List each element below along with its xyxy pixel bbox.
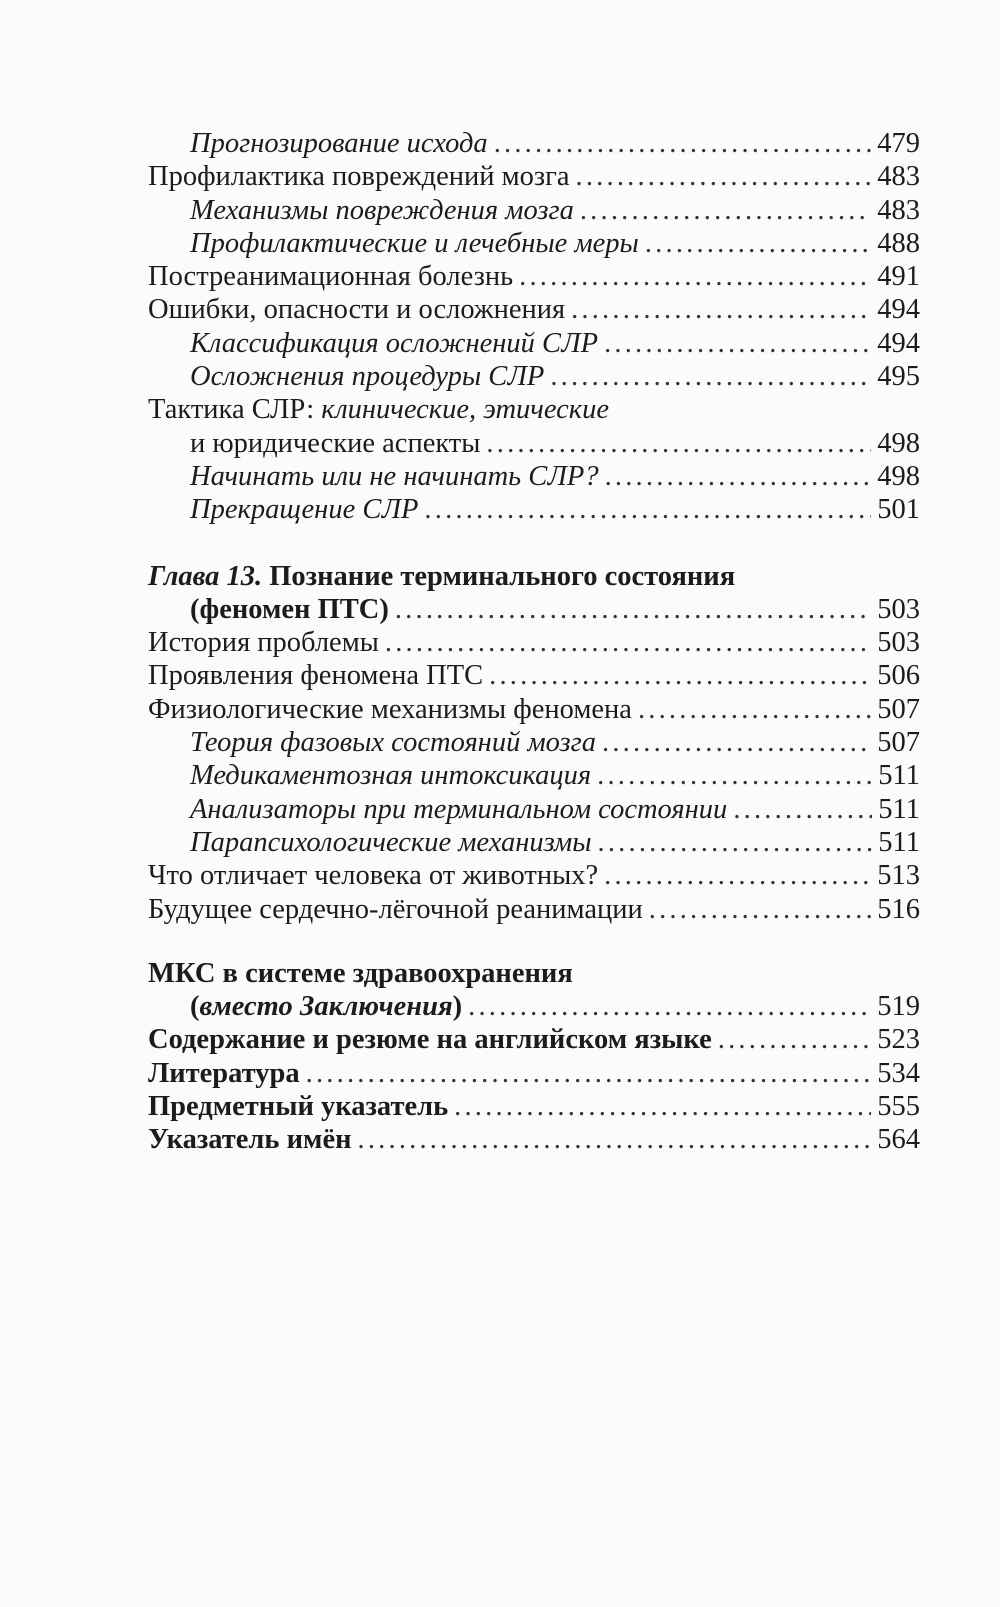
toc-entry-analyzers[interactable] bbox=[148, 793, 920, 826]
chapter-title-text: Познание терминального состояния bbox=[262, 560, 736, 592]
leader-dots bbox=[597, 759, 872, 792]
leader-dots bbox=[576, 160, 872, 193]
toc-entry-label: Ошибки, опасности и осложнения bbox=[148, 294, 566, 326]
section-spacer bbox=[148, 926, 920, 957]
toc-entry-label: Начинать или не начинать СЛР? bbox=[190, 460, 599, 492]
toc-page-number: 495 bbox=[877, 361, 920, 393]
leader-dots bbox=[718, 1023, 871, 1056]
leader-dots bbox=[358, 1123, 872, 1156]
leader-dots bbox=[489, 659, 871, 692]
toc-entry-label: Будущее сердечно-лёгочной реанимации bbox=[148, 893, 643, 925]
toc-entry-label: и юридические аспекты bbox=[190, 427, 481, 459]
toc-page-number: 523 bbox=[877, 1024, 920, 1056]
toc-entry-label: Парапсихологические механизмы bbox=[190, 826, 592, 858]
toc-page-number: 491 bbox=[877, 261, 920, 293]
toc-page-number: 494 bbox=[877, 327, 920, 359]
toc-entry-label bbox=[148, 393, 609, 426]
toc-entry-label-italic: клинические, этические bbox=[321, 394, 610, 426]
toc-page-number: 507 bbox=[877, 693, 920, 725]
leader-dots bbox=[604, 859, 871, 892]
toc-entry-english-summary[interactable] bbox=[148, 1023, 920, 1056]
toc-page-number: 511 bbox=[878, 826, 920, 858]
toc-page-number: 494 bbox=[877, 294, 920, 326]
leader-dots bbox=[385, 626, 871, 659]
toc-page-number: 511 bbox=[878, 760, 920, 792]
toc-entry-label: Теория фазовых состояний мозга bbox=[190, 727, 596, 759]
toc-entry-preventive-measures[interactable] bbox=[148, 227, 920, 260]
toc-entry-brain-injury-prevention[interactable] bbox=[148, 160, 920, 193]
toc-entry-parapsychological-mechanisms[interactable] bbox=[148, 826, 920, 859]
toc-page-number: 534 bbox=[877, 1057, 920, 1089]
toc-entry-label: Проявления феномена ПТС bbox=[148, 660, 484, 692]
leader-dots bbox=[580, 194, 871, 227]
mks-subtitle-italic: вместо Заключения bbox=[199, 991, 453, 1023]
toc-entry-drug-intoxication[interactable] bbox=[148, 759, 920, 792]
leader-dots bbox=[638, 693, 871, 726]
toc-entry-cpr-tactics[interactable] bbox=[148, 393, 920, 426]
toc-entry-start-or-not[interactable] bbox=[148, 460, 920, 493]
toc-entry-mks-heading[interactable] bbox=[148, 957, 920, 990]
toc-entry-prognosis[interactable] bbox=[148, 127, 920, 160]
toc-entry-subject-index[interactable] bbox=[148, 1090, 920, 1123]
toc-entry-label: Анализаторы при терминальном состоянии bbox=[190, 793, 728, 825]
toc-entry-cpr-termination[interactable] bbox=[148, 493, 920, 526]
toc-page-number: 488 bbox=[877, 227, 920, 259]
toc-entry-phase-states-theory[interactable] bbox=[148, 726, 920, 759]
chapter-subtitle: (феномен ПТС) bbox=[190, 593, 389, 625]
toc-entry-label bbox=[190, 990, 462, 1023]
toc-entry-label: Прекращение СЛР bbox=[190, 494, 419, 526]
toc-entry-mks-subtitle[interactable] bbox=[148, 990, 920, 1023]
leader-dots bbox=[486, 427, 871, 460]
chapter-title bbox=[148, 560, 735, 593]
toc-entry-phenomenon-manifestations[interactable] bbox=[148, 659, 920, 692]
toc-entry-label: История проблемы bbox=[148, 627, 379, 659]
leader-dots bbox=[602, 726, 871, 759]
leader-dots bbox=[645, 227, 871, 260]
toc-entry-problem-history[interactable] bbox=[148, 626, 920, 659]
toc-page-number: 483 bbox=[877, 161, 920, 193]
toc-entry-post-resuscitation-disease[interactable] bbox=[148, 260, 920, 293]
toc-entry-label: Классификация осложнений СЛР bbox=[190, 327, 599, 359]
toc-entry-label: Профилактика повреждений мозга bbox=[148, 161, 570, 193]
leader-dots bbox=[424, 493, 871, 526]
toc-entry-procedure-complications[interactable] bbox=[148, 360, 920, 393]
toc-entry-physiological-mechanisms[interactable] bbox=[148, 693, 920, 726]
toc-entry-human-vs-animals[interactable] bbox=[148, 859, 920, 892]
paren-open: ( bbox=[190, 991, 200, 1023]
toc-entry-label: Литература bbox=[148, 1057, 300, 1089]
toc-page-number: 479 bbox=[877, 128, 920, 159]
toc-entry-label: Указатель имён bbox=[148, 1124, 352, 1156]
leader-dots bbox=[306, 1057, 872, 1090]
leader-dots bbox=[649, 893, 872, 926]
toc-page-number: 503 bbox=[877, 593, 920, 625]
leader-dots bbox=[605, 460, 872, 493]
toc-entry-label: Профилактические и лечебные меры bbox=[190, 227, 639, 259]
toc-page-number: 498 bbox=[877, 460, 920, 492]
leader-dots bbox=[604, 327, 871, 360]
toc-entry-label: Постреанимационная болезнь bbox=[148, 261, 514, 293]
paren-close: ) bbox=[452, 991, 463, 1023]
toc-entry-label-plain: Тактика СЛР: bbox=[148, 394, 322, 426]
toc-page-number: 501 bbox=[877, 494, 920, 526]
toc-entry-name-index[interactable] bbox=[148, 1123, 920, 1156]
toc-entry-literature[interactable] bbox=[148, 1057, 920, 1090]
toc-entry-cpr-future[interactable] bbox=[148, 893, 920, 926]
toc-page-number: 555 bbox=[877, 1091, 920, 1123]
toc-entry-complication-classification[interactable] bbox=[148, 327, 920, 360]
section-spacer bbox=[148, 527, 920, 560]
toc-entry-cpr-tactics-continued[interactable] bbox=[148, 427, 920, 460]
leader-dots bbox=[571, 293, 871, 326]
leader-dots bbox=[494, 127, 872, 160]
chapter-prefix: Глава 13. bbox=[148, 560, 263, 592]
toc-entry-label: МКС в системе здравоохранения bbox=[148, 957, 573, 989]
toc-entry-label: Осложнения процедуры СЛР bbox=[190, 361, 545, 393]
toc-entry-injury-mechanisms[interactable] bbox=[148, 194, 920, 227]
toc-page-number: 507 bbox=[877, 727, 920, 759]
toc-page-number: 498 bbox=[877, 427, 920, 459]
toc-entry-label: Содержание и резюме на английском языке bbox=[148, 1024, 712, 1056]
toc-entry-label: Физиологические механизмы феномена bbox=[148, 693, 632, 725]
toc-entry-label: Прогнозирование исхода bbox=[190, 128, 488, 159]
leader-dots bbox=[550, 360, 871, 393]
toc-entry-errors-complications[interactable] bbox=[148, 293, 920, 326]
toc-page-number: 511 bbox=[878, 793, 920, 825]
toc-page-number: 503 bbox=[877, 627, 920, 659]
toc-entry-label: Предметный указатель bbox=[148, 1091, 449, 1123]
toc-entry-label: Медикаментозная интоксикация bbox=[190, 760, 592, 792]
toc-entry-label: Что отличает человека от животных? bbox=[148, 860, 599, 892]
toc-chapter-13-subtitle[interactable] bbox=[148, 593, 920, 626]
leader-dots bbox=[598, 826, 873, 859]
toc-page-number: 483 bbox=[877, 194, 920, 226]
leader-dots bbox=[733, 793, 872, 826]
leader-dots bbox=[519, 260, 871, 293]
toc-page-number: 519 bbox=[877, 991, 920, 1023]
toc-chapter-13-heading[interactable] bbox=[148, 560, 920, 593]
toc-page-number: 506 bbox=[877, 660, 920, 692]
toc-page-number: 564 bbox=[877, 1124, 920, 1156]
table-of-contents bbox=[148, 127, 920, 1157]
toc-page-number: 513 bbox=[877, 860, 920, 892]
toc-entry-label: Механизмы повреждения мозга bbox=[190, 194, 574, 226]
toc-page-number: 516 bbox=[877, 893, 920, 925]
leader-dots bbox=[468, 990, 871, 1023]
leader-dots bbox=[454, 1090, 871, 1123]
leader-dots bbox=[395, 593, 871, 626]
